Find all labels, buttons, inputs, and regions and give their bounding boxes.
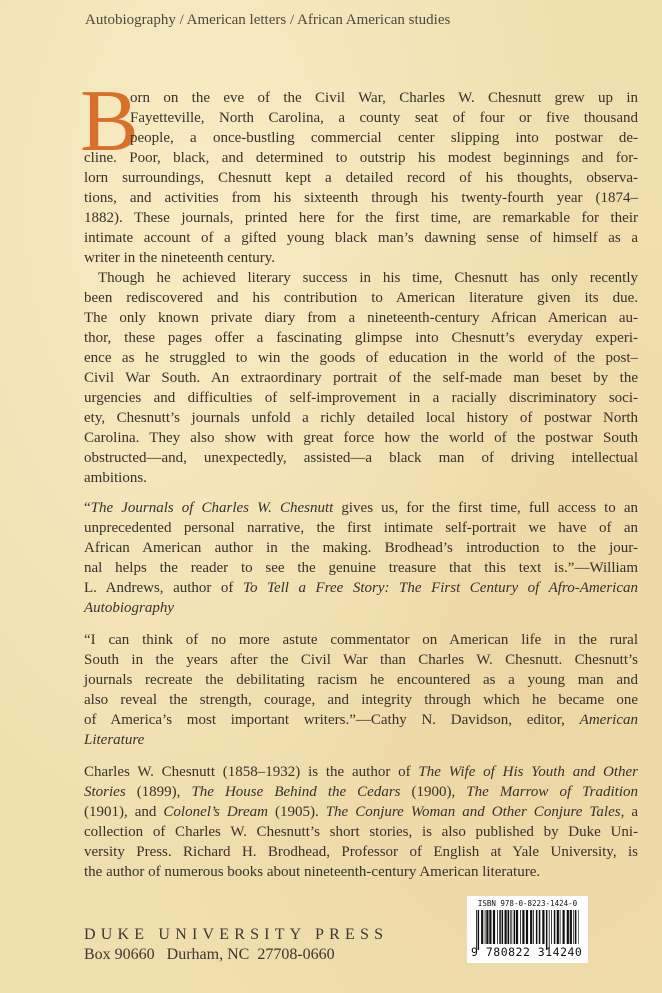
italic-title-text: The Journals of Charles W. Chesnutt xyxy=(90,500,334,516)
text-line xyxy=(84,558,638,578)
barcode-bar xyxy=(493,910,495,944)
text-segment: also reveal the strength, courage, and integrity through which he became one xyxy=(84,692,638,708)
text-line xyxy=(84,188,638,208)
text-segment: obstructed—and, unexpectedly, assisted—a black man of driving intellectual xyxy=(84,450,638,466)
text-line xyxy=(84,782,638,802)
barcode-bar xyxy=(526,910,528,944)
text-segment: ence as he struggled to win the goods of education in the world of the post– xyxy=(84,350,638,366)
isbn-barcode xyxy=(467,896,588,963)
text-segment: African American author in the making. Brodhead’s introduction to the jour- xyxy=(84,540,638,556)
italic-title-text: The House Behind the Cedars xyxy=(191,784,401,800)
text-line xyxy=(84,348,638,368)
text-segment: (1901), and xyxy=(84,804,164,820)
barcode-bar xyxy=(522,910,524,944)
blurb-andrews xyxy=(84,498,638,618)
italic-title-text: To Tell a Free Story: The First Century of Afro-American xyxy=(242,580,639,596)
italic-title-text: American xyxy=(579,712,638,728)
barcode-bar xyxy=(554,910,556,944)
text-line xyxy=(84,598,638,618)
italic-title-text: The Conjure Woman and Other Conjure Tales xyxy=(325,804,621,820)
text-line xyxy=(84,498,638,518)
text-segment: thor, these pages offer a fascinating glimpse into Chesnutt’s everyday experi- xyxy=(84,330,638,346)
text-line xyxy=(84,168,638,188)
text-line xyxy=(84,288,638,308)
text-line xyxy=(84,822,638,842)
text-line xyxy=(84,468,638,488)
barcode-bar xyxy=(505,910,507,944)
text-segment: tions, and activities from his sixteenth through his twenty-fourth year (1874– xyxy=(84,190,638,206)
text-segment: orn on the eve of the Civil War, Charles W. Chesnutt grew up in xyxy=(130,90,638,106)
barcode-bar xyxy=(570,910,572,944)
text-line xyxy=(84,428,638,448)
text-line xyxy=(84,228,638,248)
text-line xyxy=(84,128,638,148)
text-segment: Charles W. Chesnutt (1858–1932) is the author of xyxy=(84,764,419,780)
barcode-bar xyxy=(514,910,516,944)
barcode-bar xyxy=(510,910,511,944)
text-line xyxy=(84,730,638,750)
barcode-bar xyxy=(516,910,518,944)
barcode-bar xyxy=(486,910,488,944)
text-segment: gives us, for the first time, full access to an xyxy=(333,500,638,516)
barcode-bar xyxy=(539,910,541,944)
italic-title-text: Autobiography xyxy=(84,600,174,616)
publisher-name: DUKE UNIVERSITY PRESS xyxy=(84,926,389,943)
author-bio xyxy=(84,762,638,882)
text-line xyxy=(84,408,638,428)
text-segment: 1882). These journals, printed here for the first time, are remarkable for their xyxy=(84,210,638,226)
blurb-davidson xyxy=(84,630,638,750)
barcode-bar xyxy=(485,910,486,944)
drop-cap: B xyxy=(80,73,139,170)
text-line xyxy=(84,328,638,348)
text-segment: The only known private diary from a nineteenth-century African American au- xyxy=(84,310,638,326)
text-line xyxy=(84,802,638,822)
text-line xyxy=(84,670,638,690)
barcode-bar xyxy=(508,910,510,944)
barcode-bar xyxy=(567,910,569,944)
barcode-bar xyxy=(573,910,574,944)
barcode-bar xyxy=(536,910,538,944)
text-line xyxy=(84,308,638,328)
text-line xyxy=(84,710,638,730)
text-segment: journals recreate the debilitating racism he encountered as a young man and xyxy=(84,672,638,688)
text-line xyxy=(84,448,638,468)
subject-categories: Autobiography / American letters / African American studies xyxy=(85,12,451,28)
description-paragraph-2 xyxy=(84,268,638,488)
text-segment: ety, Chesnutt’s journals unfold a richly detailed local history of postwar North xyxy=(84,410,638,426)
publisher-address: Box 90660 Durham, NC 27708-0660 xyxy=(84,946,335,963)
text-segment: the author of numerous books about nineteenth-century American literature. xyxy=(84,864,541,880)
text-line xyxy=(84,248,638,268)
barcode-digits: 9 780822 314240 xyxy=(471,945,583,959)
barcode-bar xyxy=(476,910,477,950)
text-line xyxy=(84,762,638,782)
text-line xyxy=(84,862,638,882)
text-segment: (1899), xyxy=(125,784,192,800)
barcode-bars xyxy=(476,910,579,950)
barcode-bar xyxy=(478,910,480,950)
text-segment: L. Andrews, author of xyxy=(84,580,243,596)
text-segment: “ xyxy=(84,500,91,516)
italic-title-text: The Marrow of Tradition xyxy=(466,784,638,800)
text-line xyxy=(84,650,638,670)
text-line xyxy=(84,842,638,862)
italic-title-text: Colonel’s Dream xyxy=(163,804,268,820)
text-line xyxy=(84,268,638,288)
text-segment: cline. Poor, black, and determined to outstrip his modest beginnings and for- xyxy=(84,150,638,166)
text-segment: South in the years after the Civil War than Charles W. Chesnutt. Chesnutt’s xyxy=(84,652,638,668)
barcode-bar xyxy=(511,910,512,944)
text-line xyxy=(84,368,638,388)
barcode-bar xyxy=(530,910,532,944)
text-segment: urgencies and difficulties of self-improvement in a racially discriminatory soci- xyxy=(84,390,638,406)
text-segment: Carolina. They also show with great force how the world of the postwar South xyxy=(84,430,638,446)
barcode-bar xyxy=(481,910,483,944)
text-segment: Though he achieved literary success in his time, Chesnutt has only recently xyxy=(98,270,638,286)
barcode-bar xyxy=(551,910,552,944)
barcode-bar xyxy=(546,910,548,950)
barcode-bar xyxy=(578,910,579,944)
isbn-number: ISBN 978-0-8223-1424-0 xyxy=(477,899,578,908)
text-segment: been rediscovered and his contribution to American literature given its due. xyxy=(84,290,638,306)
barcode-bar xyxy=(502,910,504,944)
barcode-bar xyxy=(499,910,501,944)
text-line xyxy=(84,388,638,408)
text-segment: intimate account of a gifted young black man’s dawning sense of himself as a xyxy=(84,230,638,246)
text-segment: (1900), xyxy=(400,784,467,800)
text-segment: writer in the nineteenth century. xyxy=(84,250,276,266)
barcode-bar xyxy=(560,910,561,944)
text-line xyxy=(84,630,638,650)
text-segment: collection of Charles W. Chesnutt’s short stories, is also published by Duke Uni- xyxy=(84,824,638,840)
text-segment: “I can think of no more astute commentator on American life in the rural xyxy=(84,632,638,648)
text-segment: of America’s most important writers.”—Cathy N. Davidson, editor, xyxy=(84,712,580,728)
barcode-bar xyxy=(489,910,491,944)
italic-title-text: Literature xyxy=(84,732,145,748)
text-line xyxy=(84,108,638,128)
text-segment: , a xyxy=(620,804,638,820)
text-segment: unprecedented personal narrative, the first intimate self-portrait we have of an xyxy=(84,520,638,536)
text-segment: people, a once-bustling commercial center slipping into postwar de- xyxy=(130,130,638,146)
barcode-bar xyxy=(563,910,565,944)
barcode-bar xyxy=(557,910,559,944)
barcode-bar xyxy=(575,910,577,944)
text-line xyxy=(84,690,638,710)
text-line xyxy=(84,538,638,558)
text-segment: Civil War South. An extraordinary portrait of the self-made man beset by the xyxy=(84,370,638,386)
text-line xyxy=(84,88,638,108)
barcode-bar xyxy=(549,910,550,950)
barcode-bar xyxy=(497,910,498,944)
text-line xyxy=(84,148,638,168)
text-segment: (1905). xyxy=(267,804,326,820)
barcode-bar xyxy=(533,910,534,944)
italic-title-text: The Wife of His Youth and Other xyxy=(418,764,638,780)
text-segment: versity Press. Richard H. Brodhead, Professor of English at Yale University, is xyxy=(84,844,638,860)
barcode-bar xyxy=(542,910,544,944)
italic-title-text: Stories xyxy=(84,784,126,800)
text-line xyxy=(84,208,638,228)
barcode-bar xyxy=(520,910,521,944)
text-segment: lorn surroundings, Chesnutt kept a detailed record of his thoughts, observa- xyxy=(84,170,638,186)
description-paragraph-1 xyxy=(84,88,638,268)
text-segment: ambitions. xyxy=(84,470,147,486)
text-line xyxy=(84,518,638,538)
text-line xyxy=(84,578,638,598)
text-segment: nal helps the reader to see the genuine treasure that this text is.”—William xyxy=(84,560,638,576)
text-segment: Fayetteville, North Carolina, a county seat of four or five thousand xyxy=(130,110,638,126)
